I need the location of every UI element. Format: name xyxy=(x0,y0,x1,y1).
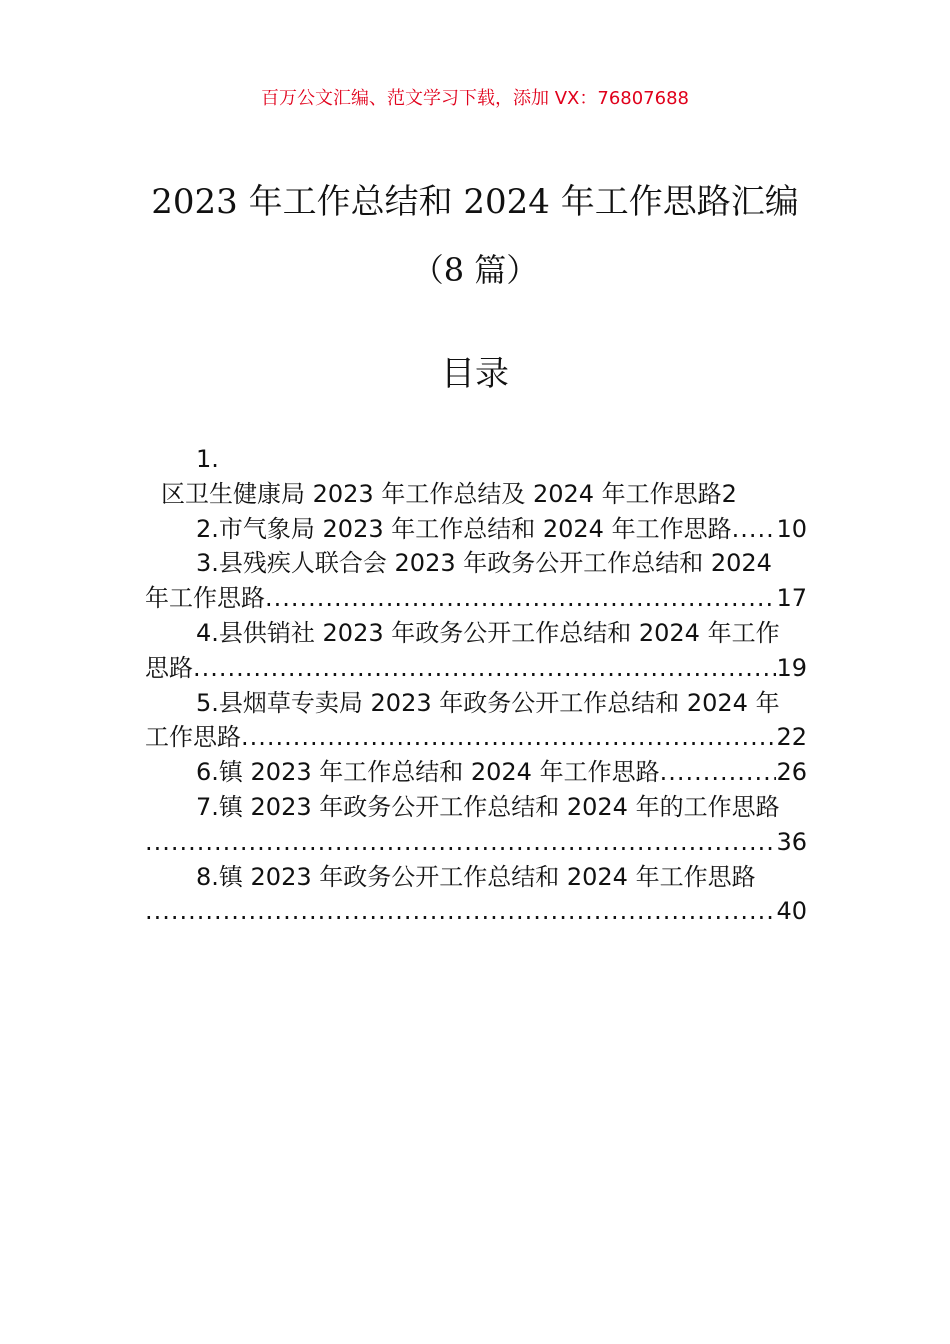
toc-leader-dots xyxy=(732,512,777,547)
toc-leader-dots xyxy=(241,720,776,755)
toc-item-page: 17 xyxy=(776,584,807,613)
toc-item-number: 1. xyxy=(196,445,219,473)
document-title: 2023 年工作总结和 2024 年工作思路汇编 xyxy=(151,182,799,222)
toc-item-text: 镇 2023 年政务公开工作总结和 2024 年工作思路 xyxy=(218,862,756,891)
toc-item-text: 县残疾人联合会 2023 年政务公开工作总结和 2024 xyxy=(218,549,772,578)
toc-heading: 目录 xyxy=(441,354,509,394)
toc-item-1[interactable] xyxy=(145,477,807,512)
toc-item-page: 40 xyxy=(776,897,807,926)
toc-item-number: 5. xyxy=(196,688,219,717)
toc-item-page: 36 xyxy=(776,827,807,856)
toc-item-number: 7. xyxy=(196,792,219,821)
toc-item-text: 市气象局 2023 年工作总结和 2024 年工作思路 xyxy=(218,514,732,543)
toc-item-number: 3. xyxy=(196,549,219,578)
toc-leader-dots xyxy=(265,581,776,616)
toc-leader-dots xyxy=(193,651,776,686)
toc-item-page: 22 xyxy=(776,723,807,752)
toc-leader-dots xyxy=(145,825,776,860)
toc-item-7-continued[interactable] xyxy=(145,825,807,860)
toc-item-text: 县烟草专卖局 2023 年政务公开工作总结和 2024 年 xyxy=(218,688,780,717)
toc-item-text: 区卫生健康局 2023 年工作总结及 2024 年工作思路 xyxy=(161,479,722,508)
toc-item-text: 思路 xyxy=(145,653,193,682)
toc-item-5-continued[interactable] xyxy=(145,720,807,755)
toc-item-4-continued[interactable] xyxy=(145,651,807,686)
toc-item-number: 4. xyxy=(196,618,219,647)
toc-item-page: 2 xyxy=(721,479,737,508)
toc-item-number: 6. xyxy=(196,758,219,787)
table-of-contents xyxy=(145,442,807,929)
toc-item-text: 镇 2023 年工作总结和 2024 年工作思路 xyxy=(218,758,660,787)
toc-item-page: 26 xyxy=(776,758,807,787)
toc-item-7[interactable] xyxy=(145,790,807,825)
toc-item-text: 镇 2023 年政务公开工作总结和 2024 年的工作思路 xyxy=(218,792,780,821)
toc-item-6[interactable] xyxy=(145,755,807,790)
toc-item-page: 19 xyxy=(776,653,807,682)
toc-item-page: 10 xyxy=(776,514,807,543)
toc-item-text: 年工作思路 xyxy=(145,584,265,613)
toc-item-3-continued[interactable] xyxy=(145,581,807,616)
toc-item-3[interactable] xyxy=(145,546,807,581)
toc-item-8-continued[interactable] xyxy=(145,894,807,929)
toc-item-text: 县供销社 2023 年政务公开工作总结和 2024 年工作 xyxy=(218,618,780,647)
toc-item-2[interactable] xyxy=(145,512,807,547)
document-subtitle: （8 篇） xyxy=(411,251,539,289)
toc-leader-dots xyxy=(660,755,777,790)
toc-item-5[interactable] xyxy=(145,686,807,721)
toc-item-number: 2. xyxy=(196,514,219,543)
toc-leader-dots xyxy=(145,894,776,929)
toc-item-text: 工作思路 xyxy=(145,723,241,752)
header-note: 百万公文汇编、范文学习下载，添加 VX：76807688 xyxy=(261,88,689,109)
toc-item-8[interactable] xyxy=(145,860,807,895)
toc-item-1-number[interactable] xyxy=(145,442,807,477)
toc-item-4[interactable] xyxy=(145,616,807,651)
toc-item-number: 8. xyxy=(196,862,219,891)
